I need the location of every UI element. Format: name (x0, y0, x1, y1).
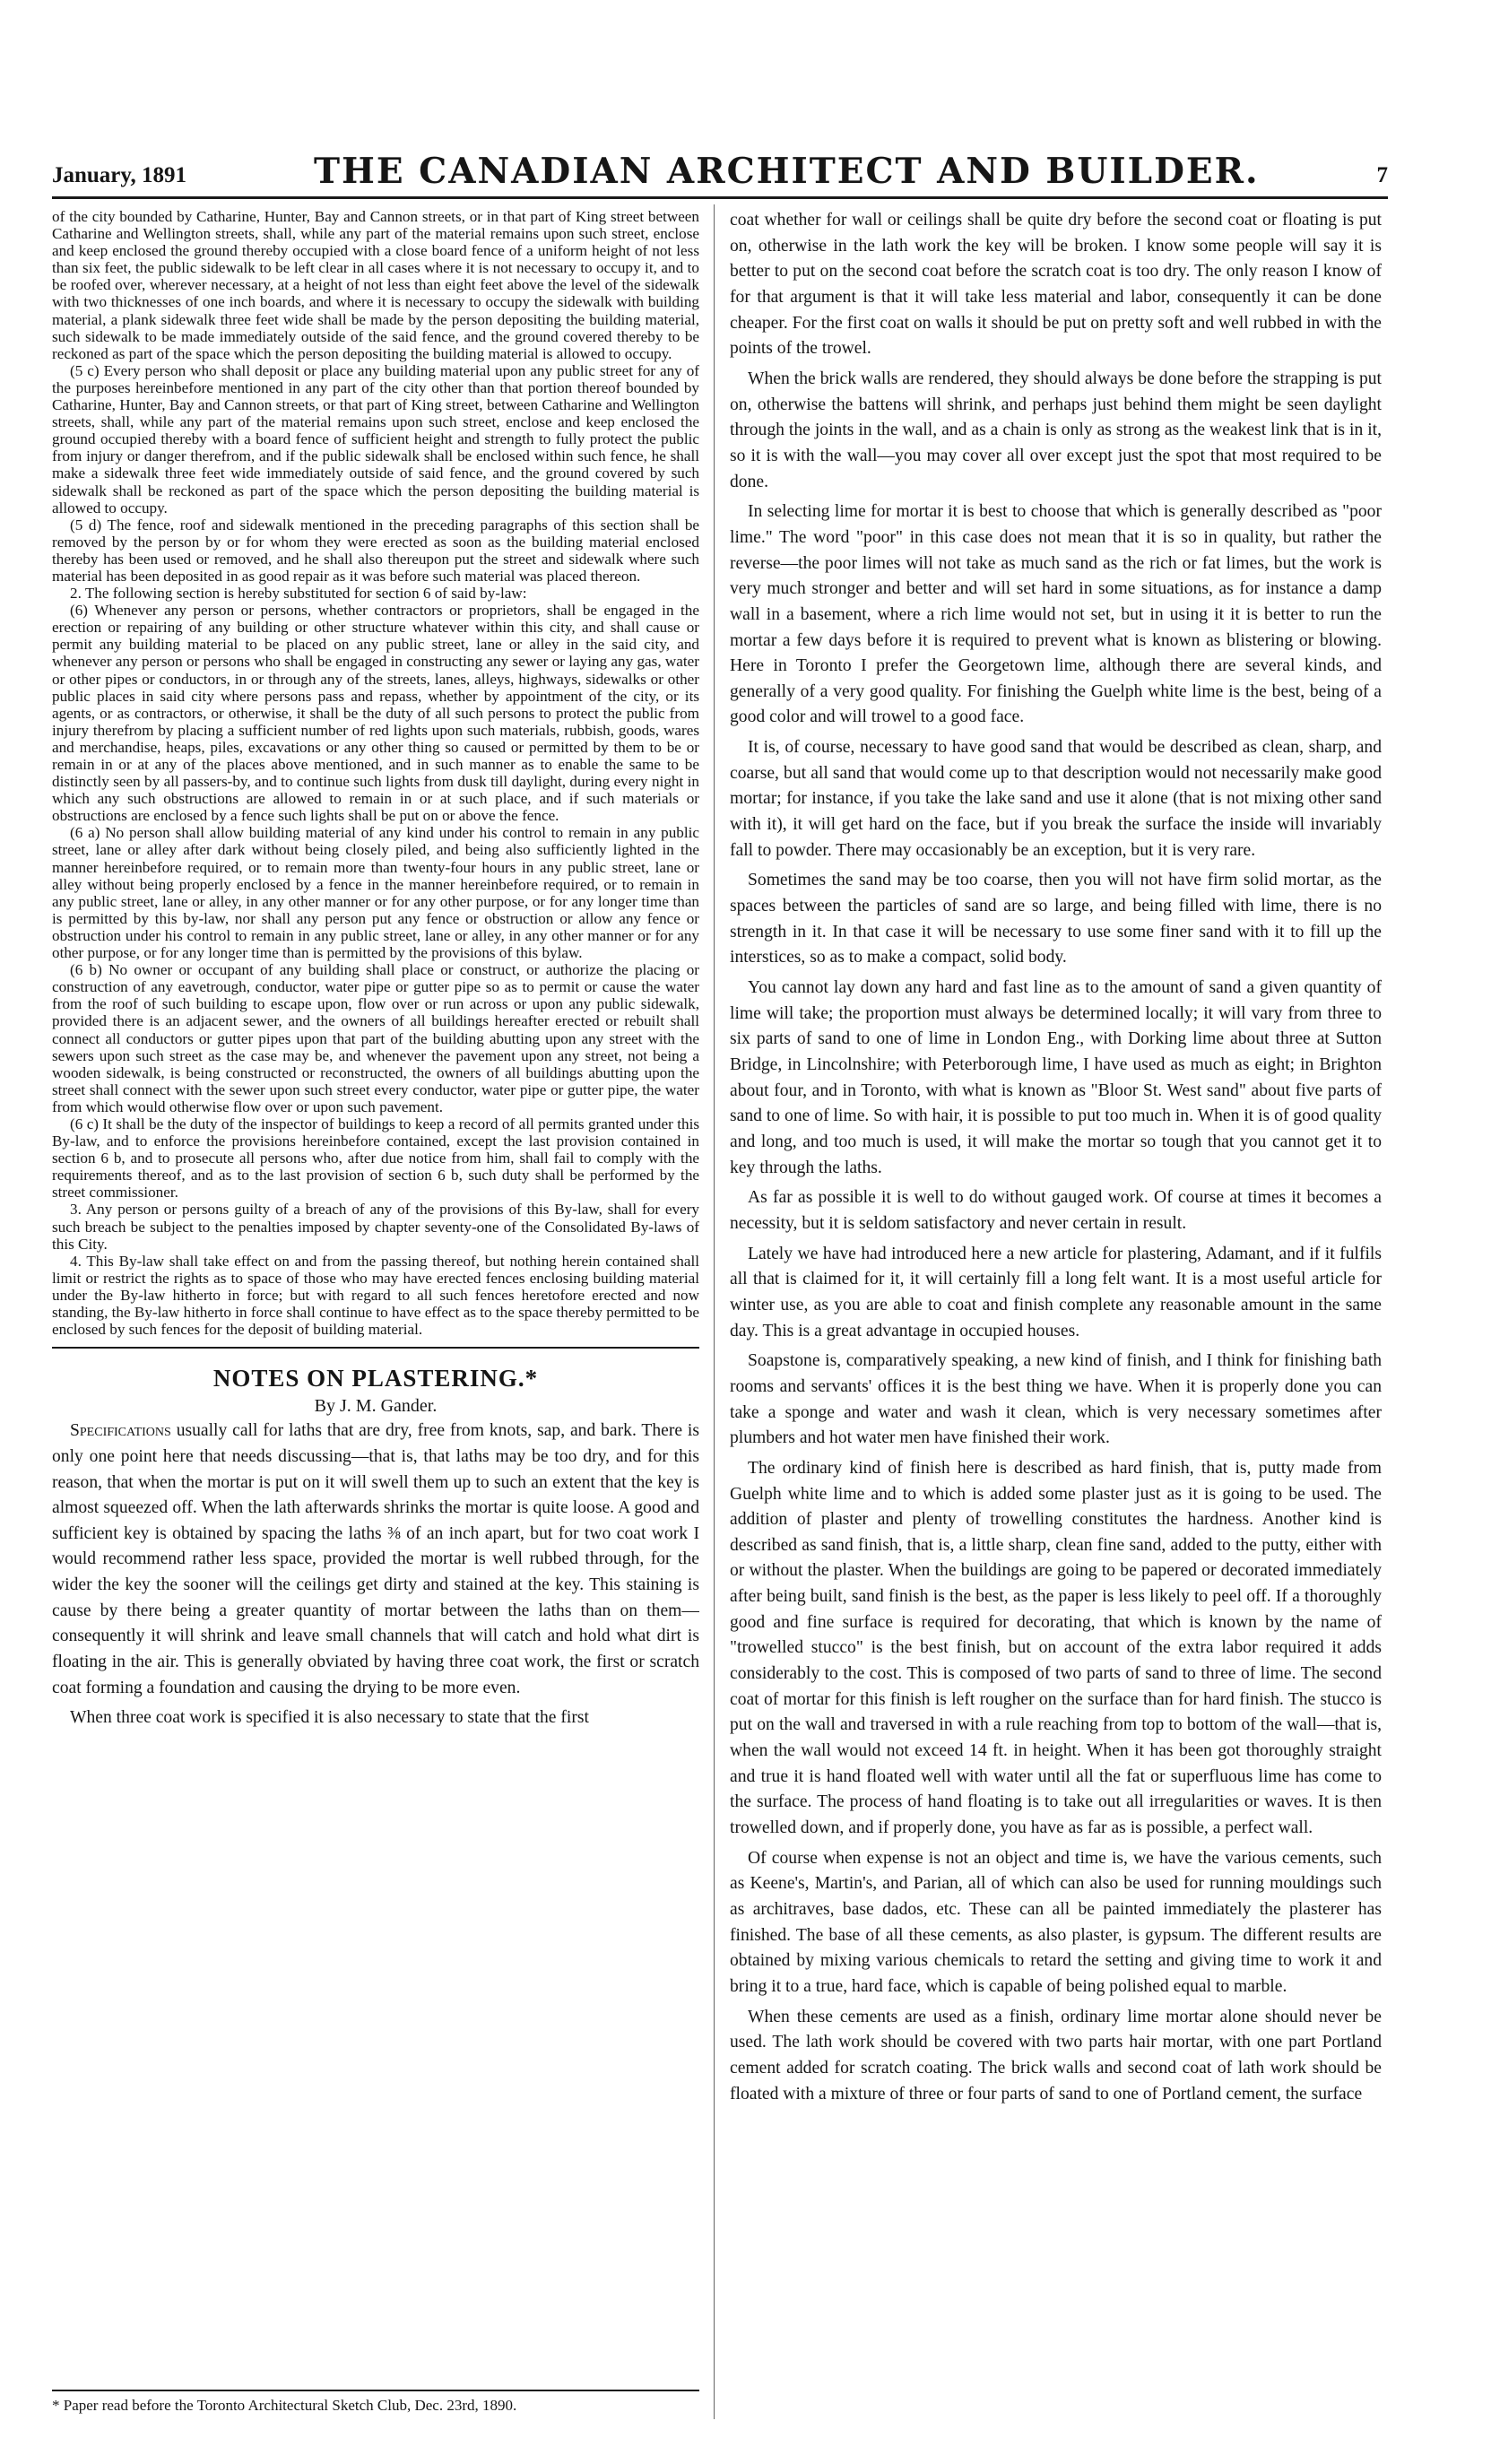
article-paragraph: You cannot lay down any hard and fast line as to the amount of sand a given quantity of lime will take; the proportion must always be determined locally; it will vary from three to six parts of sand to one of lime in London Eng., with Dorking lime about three at Sutton Bridge, in Lincolnshire; with Peterborough lime, I have used as much as eight; in Brighton about four, and in Toronto, with what is known as "Bloor St. West sand" about five parts of sand to one of lime. So with hair, it is possible to put too much in. When it is of good quality and long, and too much is used, it will make the mortar so tough that you cannot get it to key through the laths. (730, 978, 1382, 1177)
bylaw-paragraph: 3. Any person or persons guilty of a breach of any of the provisions of this By-law, shall for every such breach be subject to the penalties imposed by chapter seventy-one of the Consolidated By-laws of this City. (52, 1201, 699, 1253)
bylaw-paragraph: 4. This By-law shall take effect on and from the passing thereof, but nothing herein contained shall limit or restrict the rights as to space of those who may have erected fences enclosing building material under the By-law hitherto in force; but with regard to all such fences heretofore erected and now standing, the By-law hitherto in force shall continue to have effect as to the space thereby permitted to be enclosed by such fences for the deposit of building material. (52, 1252, 699, 1339)
bylaw-paragraph: (6) Whenever any person or persons, whether contractors or proprietors, shall be engaged in the erection or repairing of any building or other structure whatever within this city, and shall cause or permit any building material to be placed on any public street, lane or alley in the said city, and whenever any person or persons who shall be engaged in constructing any sewer or laying any gas, water or other pipes or conductors, in or through any of the streets, lanes, alleys, highways, sidewalks or other public places in said city where persons pass and repass, whether by appointment of the city, or its agents, or as contractors, or otherwise, it shall be the duty of all such persons to protect the public from injury therefrom by placing a sufficient number of red lights upon such materials, rubbish, goods, wares and merchandise, heaps, piles, excavations or any other thing so caused or permitted by them to be or remain in or at any of the places above mentioned, and in such manner as to enable the same to be distinctly seen by all passers-by, and to continue such lights from dusk till daylight, during every night in which any such obstructions are allowed to remain in or at such place, and if such materials or obstructions are enclosed by a fence such lights shall be put on or above the fence. (52, 602, 699, 825)
article-paragraph (52, 1419, 699, 1701)
bylaw-paragraph: (6 b) No owner or occupant of any building shall place or construct, or authorize the placing or construction of any eavetrough, conductor, water pipe or gutter pipe so as to permit or cause the water from the roof of such building to escape upon, flow over or run across or upon any public sidewalk, provided there is an adjacent sewer, and the owners of all buildings hereafter erected or rebuilt shall connect all conductors or gutter pipes upon that part of the building abutting upon any street with the sewers upon such street as the case may be, and whenever the pavement upon any street, not being a wooden sidewalk, is being constructed or reconstructed, the owners of all buildings abutting upon the street shall connect with the sewer upon such street every conductor, water pipe or gutter pipe, the water from which would otherwise flow over or upon such pavement. (52, 961, 699, 1115)
right-column (730, 208, 1382, 2427)
article-paragraph: Lately we have had introduced here a new article for plastering, Adamant, and if it fulfils all that is claimed for it, it will certainly fill a long felt want. It is a most useful article for winter use, as you are able to coat and finish complete any reasonable amount in the same day. This is a great advantage in occupied houses. (730, 1244, 1382, 1340)
header-rule (52, 196, 1388, 199)
article-title: NOTES ON PLASTERING.* (212, 1365, 539, 1393)
article-paragraph: Of course when expense is not an object and time is, we have the various cements, such as Keene's, Martin's, and Parian, all of which can also be used for running mouldings such as architraves, base dados, etc. These can all be painted immediately the plasterer has finished. The base of all these cements, as also plaster, is gypsum. The different results are obtained by mixing various chemicals to retard the setting and giving time to work it and bring it to a true, hard face, which is capable of being polished equal to marble. (730, 1848, 1382, 1996)
bylaw-paragraph: (5 d) The fence, roof and sidewalk mentioned in the preceding paragraphs of this section shall be removed by the person by or for whom they were erected as soon as the building material enclosed thereby has been used or removed, and he shall also thereupon put the street and sidewalk where such material has been deposited in as good repair as it was before such material was placed thereon. (52, 516, 699, 585)
footnote: * Paper read before the Toronto Architectural Sketch Club, Dec. 23rd, 1890. (52, 2397, 517, 2414)
article-paragraph: The ordinary kind of finish here is described as hard finish, that is, putty made from Guelph white lime and to which is added some plaster just as it is going to be used. The addition of plaster and plenty of trowelling constitutes the hardness. Another kind is described as sand finish, that is, a little sharp, clean fine sand, added to the putty, either with or without the plaster. When the buildings are going to be papered or decorated immediately after being built, sand finish is the best, as the paper is less likely to peel off. If a thoroughly good and fine surface is required for decorating, that which is known by the name of "trowelled stucco" is the best finish, but on account of the extra labor required it adds considerably to the cost. This is composed of two parts of sand to three of lime. The second coat of mortar for this finish is left rougher on the surface than for hard finish. The stucco is put on the wall and traversed in with a rule reaching from top to bottom of the wall—that is, when the wall would not exceed 14 ft. in height. When it has been got thoroughly straight and true it is hand floated well with water until all the fat or superfluous lime has come to the surface. The process of hand floating is to take out all irregularities or waves. It is then trowelled down, and if properly done, you have as far as is possible, a perfect wall. (730, 1458, 1382, 1838)
page-header (52, 152, 1388, 194)
article-paragraph: When these cements are used as a finish, ordinary lime mortar alone should never be used. The lath work should be covered with two parts hair mortar, with one part Portland cement added for scratch coating. The brick walls and second coat of lath work should be floated with a mixture of three or four parts of sand to one of Portland cement, the surface (730, 2007, 1382, 2104)
page-number: 7 (1376, 163, 1388, 187)
article-body-left (52, 1419, 699, 1731)
masthead-title: THE CANADIAN ARCHITECT AND BUILDER. (314, 151, 1260, 192)
article-paragraph: Soapstone is, comparatively speaking, a new kind of finish, and I think for finishing bath rooms and servants' offices it is the best thing we have. When it is properly done you can take a sponge and water and wash it clean, which is very necessary sometimes after plumbers and hot water men have finished their work. (730, 1351, 1382, 1448)
column-divider (714, 204, 715, 2419)
footnote-rule (52, 2390, 699, 2391)
article-paragraph: It is, of course, necessary to have good sand that would be described as clean, sharp, and coarse, but all sand that would come up to that description would not necessarily make good mortar; for instance, if you take the lake sand and use it alone (that is not mixing other sand with it), it will get hard on the face, but if you break the surface the inside will invariably fall to powder. There may occasionably be an exception, but it is very rare. (730, 738, 1382, 860)
issue-date: January, 1891 (52, 163, 187, 187)
bylaw-paragraph: 2. The following section is hereby substituted for section 6 of said by-law: (70, 585, 527, 603)
article-paragraph: coat whether for wall or ceilings shall be quite dry before the second coat or floating is put on, otherwise in the lath work the key will be broken. I know some people will say it is better to put on the second coat before the scratch coat is too dry. The only reason I know of for that argument is that it will take less material and labor, consequently it can be done cheaper. For the first coat on walls it should be put on pretty soft and well rubbed in with the points of the trowel. (730, 211, 1382, 359)
article-byline: By J. M. Gander. (314, 1396, 438, 1417)
bylaw-text (52, 208, 699, 1338)
bylaw-paragraph: (5 c) Every person who shall deposit or place any building material upon any public street for any of the purposes hereinbefore mentioned in any part of the city other than that portion thereof bounded by Catharine, Hunter, Bay and Cannon streets, or that part of King street, between Catharine and Wellington streets, shall, while any part of the material remains upon such street, enclose and keep enclosed the ground occupied thereby with a board fence of sufficient height and strength to fully protect the public from injury or danger therefrom, and if the public sidewalk shall be enclosed within such fence, he shall make a sidewalk three feet wide immediately outside of said fence, and the ground covered by such sidewalk shall be reckoned as part of the space which the person depositing the building material is allowed to occupy. (52, 361, 699, 516)
paragraph-text: usually call for laths that are dry, free from knots, sap, and bark. There is only one point here that needs discussing—that is, that laths may be too dry, and for this reason, that when the mortar is put on it will swell them up to such an extent that the key is almost squeezed off. When the lath afterwards shrinks the mortar is quite loose. A good and sufficient key is obtained by spacing the laths ⅜ of an inch apart, but for two coat work I would recommend rather less space, provided the mortar is well rubbed through, for the wider the key the sooner will the ceilings get dirty and stained at the key. This staining is cause by there being a greater quantity of mortar between the laths than on them—consequently it will shrink and leave small channels that will catch and hold what dirt is floating in the air. This is generally obviated by having three coat work, the first or scratch coat forming a foundation and causing the drying to be more even. (52, 1421, 699, 1697)
bylaw-paragraph: of the city bounded by Catharine, Hunter, Bay and Cannon streets, or in that part of King street between Catharine and Wellington streets, shall, while any part of the material remains upon such street, enclose and keep enclosed the ground thereby occupied with a close board fence of a uniform height of not less than six feet, the public sidewalk to be left clear in all cases where it is not necessary to occupy it, and to be roofed over, wherever necessary, at a height of not less than eight feet above the level of the sidewalk with two thicknesses of one inch boards, and where it is necessary to occupy the sidewalk with building material, a plank sidewalk three feet wide shall be made by the person depositing the building material, such sidewalk to be made immediately outside of the said fence, and the ground covered thereby to be reckoned as part of the space which the person depositing the building material is allowed to occupy. (52, 208, 699, 362)
article-paragraph: As far as possible it is well to do without gauged work. Of course at times it becomes a necessity, but it is seldom satisfactory and never certain in result. (730, 1188, 1382, 1233)
left-column (52, 208, 699, 2382)
article-paragraph: When the brick walls are rendered, they should always be done before the strapping is put on, otherwise the battens will shrink, and perhaps just behind them might be seen daylight through the joints in the wall, and as a chain is only as strong as the weakest link that is in it, so it is with the wall—you may cover all over except just the spot that most required to be done. (730, 369, 1382, 491)
section-divider (52, 1347, 699, 1349)
article-paragraph: In selecting lime for mortar it is best to choose that which is generally described as "poor lime." The word "poor" in this case does not mean that it is so in quality, but rather the reverse—the poor limes will not take as much sand as the rich or fat limes, but the work is very much stronger and better and will set hard in some situations, as for instance a damp wall in a basement, where a rich lime would not set, but in using it it is better to run the mortar a few days before it is required to prevent what is known as blistering or blowing. Here in Toronto I prefer the Georgetown lime, although there are several kinds, and generally of a very good quality. For finishing the Guelph white lime is the best, being of a good color and will trowel to a good face. (730, 502, 1382, 727)
article-paragraph: Sometimes the sand may be too coarse, then you will not have firm solid mortar, as the spaces between the particles of sand are so large, and being filled with lime, there is no strength in it. In that case it will be necessary to use some finer sand with it to fill up the interstices, so as to make a compact, solid body. (730, 871, 1382, 967)
article-paragraph: When three coat work is specified it is also necessary to state that the first (70, 1708, 589, 1728)
bylaw-paragraph: (6 a) No person shall allow building material of any kind under his control to remain in any public street, lane or alley after dark without being closely piled, and being also sufficiently lighted in the manner hereinbefore required, or to remain more than twenty-four hours in any public street, lane or alley without being properly enclosed by a fence in the manner hereinbefore required, or to remain in any public street, lane or alley, in any other manner or for any other purpose, or for any longer time than is permitted by this by-law, nor shall any person put any fence or obstruction or allow any fence or obstruction under his control to remain in any public street, lane or alley, in any other manner or for any other purpose, or for any longer time than is permitted by the provisions of this bylaw. (52, 824, 699, 962)
drop-word: Specifications (70, 1421, 171, 1441)
bylaw-paragraph: (6 c) It shall be the duty of the inspector of buildings to keep a record of all permits granted under this By-law, and to enforce the provisions hereinbefore contained, except the last provision contained in section 6 b, and to prosecute all persons who, after due notice from him, shall fail to comply with the requirements thereof, and as to the last provision of section 6 b, such duty shall be performed by the street commissioner. (52, 1115, 699, 1202)
